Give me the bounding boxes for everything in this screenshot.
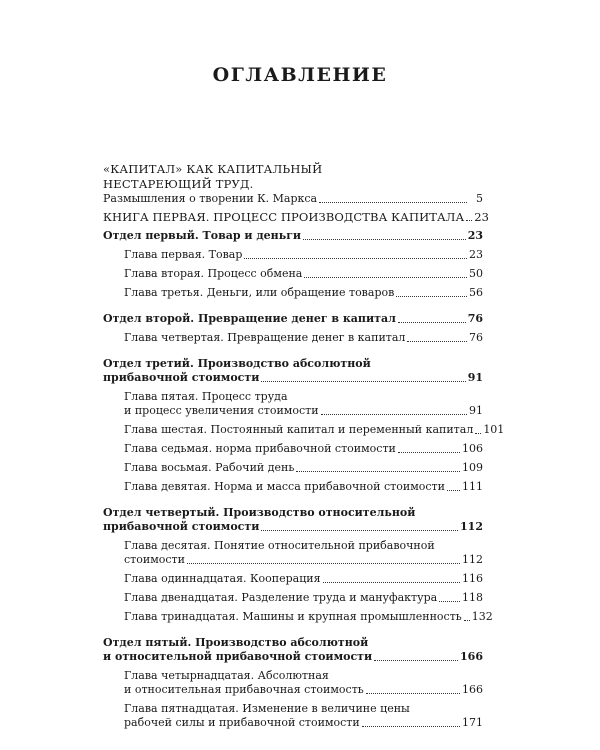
book-entry [103, 210, 489, 224]
chapter-entry [103, 669, 483, 697]
chapter-entry [103, 539, 483, 567]
chapter-title-row [124, 610, 493, 624]
leader-dots [323, 582, 460, 583]
page-number: 111 [462, 480, 483, 493]
section-entry [103, 357, 505, 494]
page-number: 76 [467, 312, 483, 325]
page-number: 101 [483, 423, 505, 436]
page-number: 50 [469, 267, 483, 280]
chapter-title: Глава восьмая. Рабочий день [124, 461, 295, 474]
chapter-title-row [124, 404, 483, 418]
chapter-title-row [124, 442, 483, 456]
chapter-title: рабочей силы и прибавочной стоимости [124, 716, 360, 729]
chapter-title: и процесс увеличения стоимости [124, 404, 319, 417]
chapter-entry [103, 702, 483, 730]
leader-dots [407, 341, 467, 342]
chapter-title: и относительная прибавочная стоимость [124, 683, 364, 696]
page-number: 91 [467, 371, 483, 384]
sections-list [103, 229, 505, 730]
section-heading [103, 506, 483, 534]
section-entry [103, 506, 493, 624]
page-number: 23 [469, 248, 483, 261]
preface-heading-line-1: «КАПИТАЛ» КАК КАПИТАЛЬНЫЙ [103, 162, 323, 176]
section-heading [103, 357, 483, 385]
chapter-title-row [124, 423, 505, 437]
leader-dots [187, 563, 460, 564]
chapter-title-line: Глава пятнадцатая. Изменение в величине цены [124, 702, 410, 715]
chapter-title: Глава двенадцатая. Разделение труда и мануфактура [124, 591, 438, 604]
chapter-title: Глава девятая. Норма и масса прибавочной стоимости [124, 480, 445, 493]
chapter-entry [103, 480, 483, 494]
chapter-title-row [124, 553, 483, 567]
leader-dots [362, 726, 460, 727]
chapter-entry [103, 390, 483, 418]
page-number: 112 [460, 520, 483, 533]
preface-entry [103, 162, 483, 206]
section-title: Отдел первый. Товар и деньги [103, 229, 302, 242]
book-title: КНИГА ПЕРВАЯ. ПРОЦЕСС ПРОИЗВОДСТВА КАПИТАЛА [103, 210, 465, 224]
preface-heading-line-2: НЕСТАРЕЮЩИЙ ТРУД. [103, 177, 254, 191]
page-number: 166 [462, 683, 483, 696]
chapter-title-line: Глава четырнадцатая. Абсолютная [124, 669, 329, 682]
chapter-title-row [124, 286, 483, 300]
leader-dots [398, 322, 466, 323]
section-title: прибавочной стоимости [103, 371, 260, 384]
chapter-entry [103, 572, 483, 586]
chapter-title: Глава шестая. Постоянный капитал и переменный капитал [124, 423, 474, 436]
page-number: 171 [462, 716, 483, 729]
chapter-entry [103, 591, 483, 605]
section-heading [103, 312, 483, 326]
section-entry [103, 312, 483, 345]
leader-dots [296, 471, 460, 472]
section-entry [103, 636, 483, 730]
chapter-title-line: Глава пятая. Процесс труда [124, 390, 288, 403]
chapter-title-line: Глава десятая. Понятие относительной прибавочной [124, 539, 435, 552]
section-title: Отдел второй. Превращение денег в капитал [103, 312, 396, 325]
page-number: 112 [462, 553, 483, 566]
leader-dots [466, 220, 472, 221]
chapter-title-row [124, 331, 483, 345]
page-number: 106 [462, 442, 483, 455]
chapter-title: Глава вторая. Процесс обмена [124, 267, 303, 280]
chapter-entry [103, 442, 483, 456]
section-title: прибавочной стоимости [103, 520, 260, 533]
chapter-entry [103, 423, 505, 437]
leader-dots [261, 530, 458, 531]
page-number: 5 [476, 192, 483, 205]
section-heading [103, 636, 483, 664]
page-number: 76 [469, 331, 483, 344]
chapter-title-row [124, 248, 483, 262]
chapter-title-row [124, 683, 483, 697]
page-number: 118 [462, 591, 483, 604]
chapter-entry [103, 331, 483, 345]
leader-dots [398, 452, 460, 453]
leader-dots [319, 202, 467, 203]
leader-dots [261, 381, 465, 382]
page-number: 109 [462, 461, 483, 474]
section-title-row [103, 371, 483, 385]
chapter-title-row [124, 480, 483, 494]
section-title-row [103, 650, 483, 664]
chapter-entry [103, 461, 483, 475]
chapter-title: Глава тринадцатая. Машины и крупная промышленность [124, 610, 462, 623]
preface-subtitle: Размышления о творении К. Маркса [103, 192, 318, 205]
leader-dots [374, 660, 458, 661]
section-title: и относительной прибавочной стоимости [103, 650, 373, 663]
section-title-line: Отдел пятый. Производство абсолютной [103, 636, 369, 649]
page-number: 23 [467, 229, 483, 242]
chapter-entry [103, 267, 483, 281]
chapter-title: Глава седьмая. норма прибавочной стоимости [124, 442, 396, 455]
leader-dots [439, 601, 460, 602]
page-number: 91 [469, 404, 483, 417]
chapter-entry [103, 610, 493, 624]
chapter-title-row [124, 461, 483, 475]
page-number: 132 [471, 610, 493, 623]
chapter-title-row [124, 716, 483, 730]
section-title-line: Отдел четвертый. Производство относительной [103, 506, 416, 519]
page-number: 166 [460, 650, 483, 663]
page-number: 56 [469, 286, 483, 299]
leader-dots [366, 693, 460, 694]
section-title-row [103, 312, 483, 326]
chapter-title-row [124, 572, 483, 586]
page-number: 23 [474, 210, 489, 224]
section-heading [103, 229, 483, 243]
chapter-title-row [124, 267, 483, 281]
chapter-title: стоимости [124, 553, 185, 566]
chapter-title: Глава первая. Товар [124, 248, 243, 261]
leader-dots [304, 277, 467, 278]
section-title-row [103, 520, 483, 534]
leader-dots [321, 414, 467, 415]
leader-dots [447, 490, 460, 491]
section-title-line: Отдел третий. Производство абсолютной [103, 357, 371, 370]
leader-dots [396, 296, 467, 297]
chapter-entry [103, 248, 483, 262]
chapter-title: Глава одиннадцатая. Кооперация [124, 572, 321, 585]
chapter-title-row [124, 591, 483, 605]
chapter-title: Глава четвертая. Превращение денег в капитал [124, 331, 406, 344]
leader-dots [464, 620, 470, 621]
chapter-entry [103, 286, 483, 300]
page-number: 116 [462, 572, 483, 585]
preface-subtitle-line [103, 192, 483, 206]
leader-dots [475, 433, 481, 434]
leader-dots [303, 239, 466, 240]
section-entry [103, 229, 483, 300]
section-title-row [103, 229, 483, 243]
table-of-contents [103, 162, 505, 730]
chapter-title: Глава третья. Деньги, или обращение товаров [124, 286, 395, 299]
leader-dots [244, 258, 467, 259]
page-title: ОГЛАВЛЕНИЕ [212, 64, 388, 86]
